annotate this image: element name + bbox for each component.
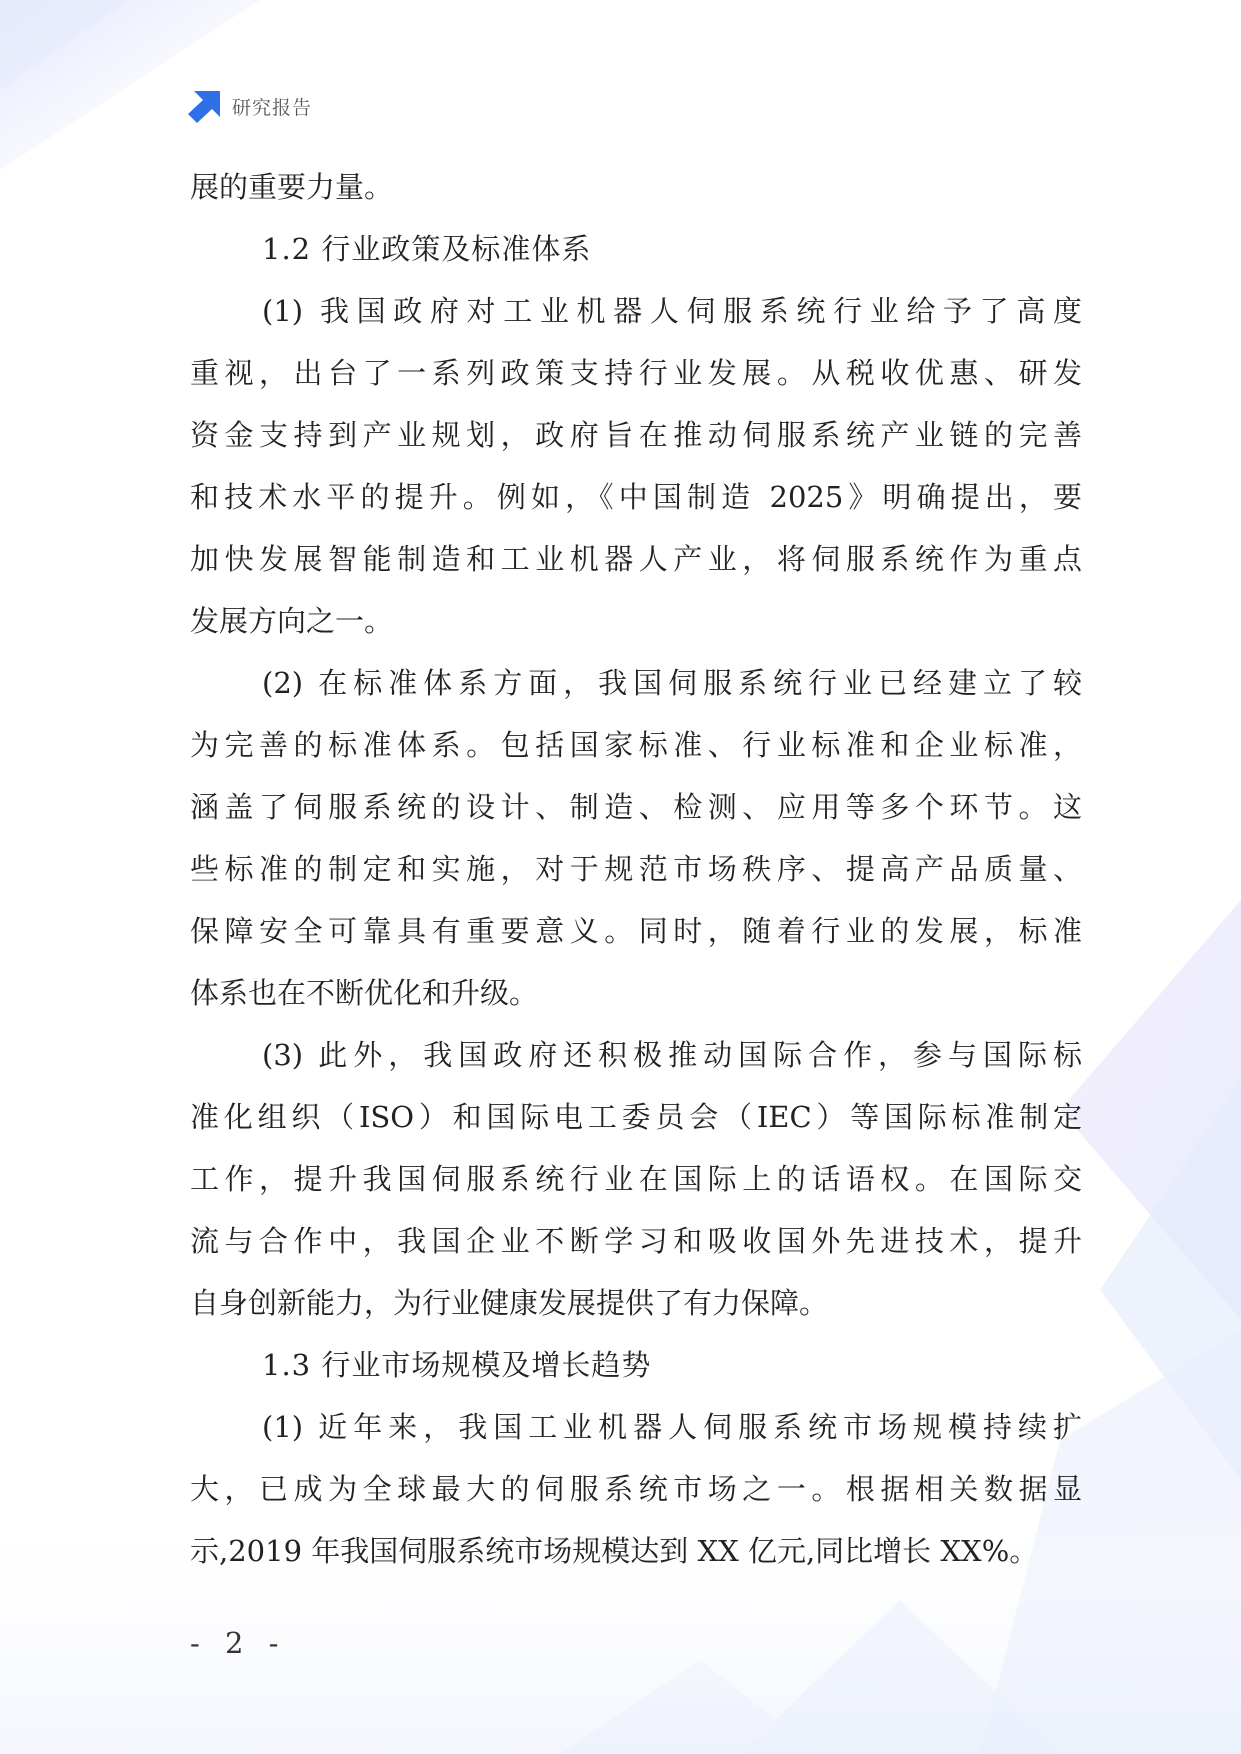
body-line: (1) 我国政府对工业机器人伺服系统行业给予了高度: [262, 294, 1082, 328]
body-line: 准化组织（ISO）和国际电工委员会（IEC）等国际标准制定: [190, 1100, 1082, 1134]
body-line: 体系也在不断优化和升级。: [190, 976, 539, 1010]
body-line: 示,2019 年我国伺服系统市场规模达到 XX 亿元,同比增长 XX%。: [190, 1534, 1039, 1568]
body-line: 和技术水平的提升。例如，《中国制造 2025》明确提出，要: [190, 480, 1082, 514]
document-body: [190, 156, 1082, 1582]
report-header: [188, 88, 312, 124]
arrow-up-right-icon: [188, 89, 222, 123]
body-line: 些标准的制定和实施，对于规范市场秩序、提高产品质量、: [190, 852, 1082, 886]
header-label: 研究报告: [232, 96, 313, 119]
body-line: (2) 在标准体系方面，我国伺服系统行业已经建立了较: [262, 666, 1082, 700]
body-line: 工作，提升我国伺服系统行业在国际上的话语权。在国际交: [190, 1162, 1082, 1196]
body-line: 自身创新能力，为行业健康发展提供了有力保障。: [190, 1286, 829, 1320]
section-heading: 1.3 行业市场规模及增长趋势: [262, 1348, 652, 1382]
body-line: 资金支持到产业规划，政府旨在推动伺服系统产业链的完善: [190, 418, 1082, 452]
body-line: 流与合作中，我国企业不断学习和吸收国外先进技术，提升: [190, 1224, 1082, 1258]
body-line: 大，已成为全球最大的伺服系统市场之一。根据相关数据显: [190, 1472, 1082, 1506]
section-heading: 1.2 行业政策及标准体系: [262, 232, 592, 266]
body-line: 加快发展智能制造和工业机器人产业，将伺服系统作为重点: [190, 542, 1082, 576]
body-line: 涵盖了伺服系统的设计、制造、检测、应用等多个环节。这: [190, 790, 1082, 824]
body-line: 重视，出台了一系列政策支持行业发展。从税收优惠、研发: [190, 356, 1082, 390]
body-line: 为完善的标准体系。包括国家标准、行业标准和企业标准，: [190, 728, 1082, 762]
body-line: (1) 近年来，我国工业机器人伺服系统市场规模持续扩: [262, 1410, 1082, 1444]
page-number: - 2 -: [190, 1626, 287, 1660]
body-line: 发展方向之一。: [190, 604, 394, 638]
body-line: 展的重要力量。: [190, 170, 394, 204]
body-line: (3) 此外，我国政府还积极推动国际合作，参与国际标: [262, 1038, 1082, 1072]
body-line: 保障安全可靠具有重要意义。同时，随着行业的发展，标准: [190, 914, 1082, 948]
